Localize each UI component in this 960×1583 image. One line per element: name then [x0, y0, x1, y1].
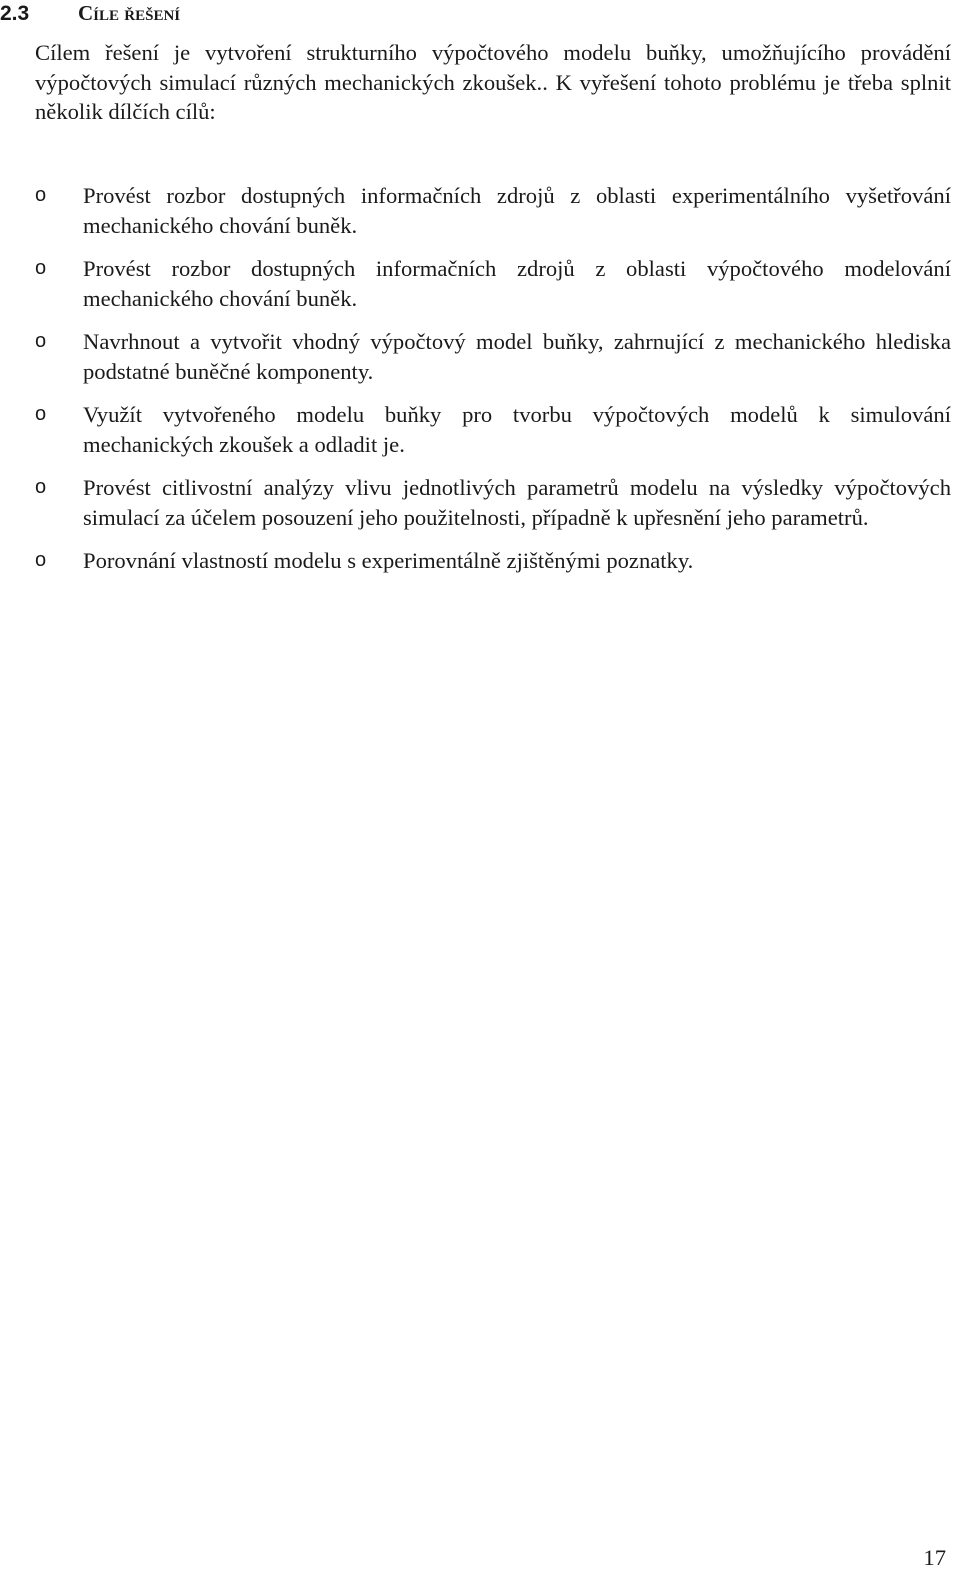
- goal-text: Využít vytvořeného modelu buňky pro tvorbu výpočtových modelů k simulování mechanických zkoušek a odladit je.: [83, 402, 951, 457]
- bullet-marker: o: [35, 476, 47, 498]
- goal-text: Porovnání vlastností modelu s experimentálně zjištěnými poznatky.: [83, 548, 694, 573]
- bullet-marker: o: [35, 549, 47, 571]
- intro-paragraph: Cílem řešení je vytvoření strukturního výpočtového modelu buňky, umožňujícího provádění výpočtových simulací různých mechanických zkoušek.. K vyřešení tohoto problému je třeba splnit několik dílčích cílů:: [35, 40, 951, 124]
- goal-text: Provést rozbor dostupných informačních zdrojů z oblasti experimentálního vyšetřování mechanického chování buněk.: [83, 183, 951, 238]
- list-item: [35, 327, 951, 386]
- list-item: [35, 473, 951, 532]
- goals-list: [35, 181, 951, 590]
- page-number: 17: [923, 1545, 946, 1570]
- list-item: [35, 254, 951, 313]
- goal-text: Provést citlivostní analýzy vlivu jednotlivých parametrů modelu na výsledky výpočtových simulací za účelem posouzení jeho použitelnosti, případně k upřesnění jeho parametrů.: [83, 475, 951, 530]
- goal-text: Provést rozbor dostupných informačních zdrojů z oblasti výpočtového modelování mechanického chování buněk.: [83, 256, 951, 311]
- list-item: [35, 546, 951, 576]
- section-title: Cíle řešení: [78, 1, 181, 25]
- bullet-marker: o: [35, 403, 47, 425]
- section-heading: [0, 0, 180, 27]
- list-item: [35, 181, 951, 240]
- bullet-marker: o: [35, 184, 47, 206]
- goal-text: Navrhnout a vytvořit vhodný výpočtový model buňky, zahrnující z mechanického hlediska podstatné buněčné komponenty.: [83, 329, 951, 384]
- bullet-marker: o: [35, 257, 47, 279]
- bullet-marker: o: [35, 330, 47, 352]
- list-item: [35, 400, 951, 459]
- section-number: 2.3: [0, 2, 30, 25]
